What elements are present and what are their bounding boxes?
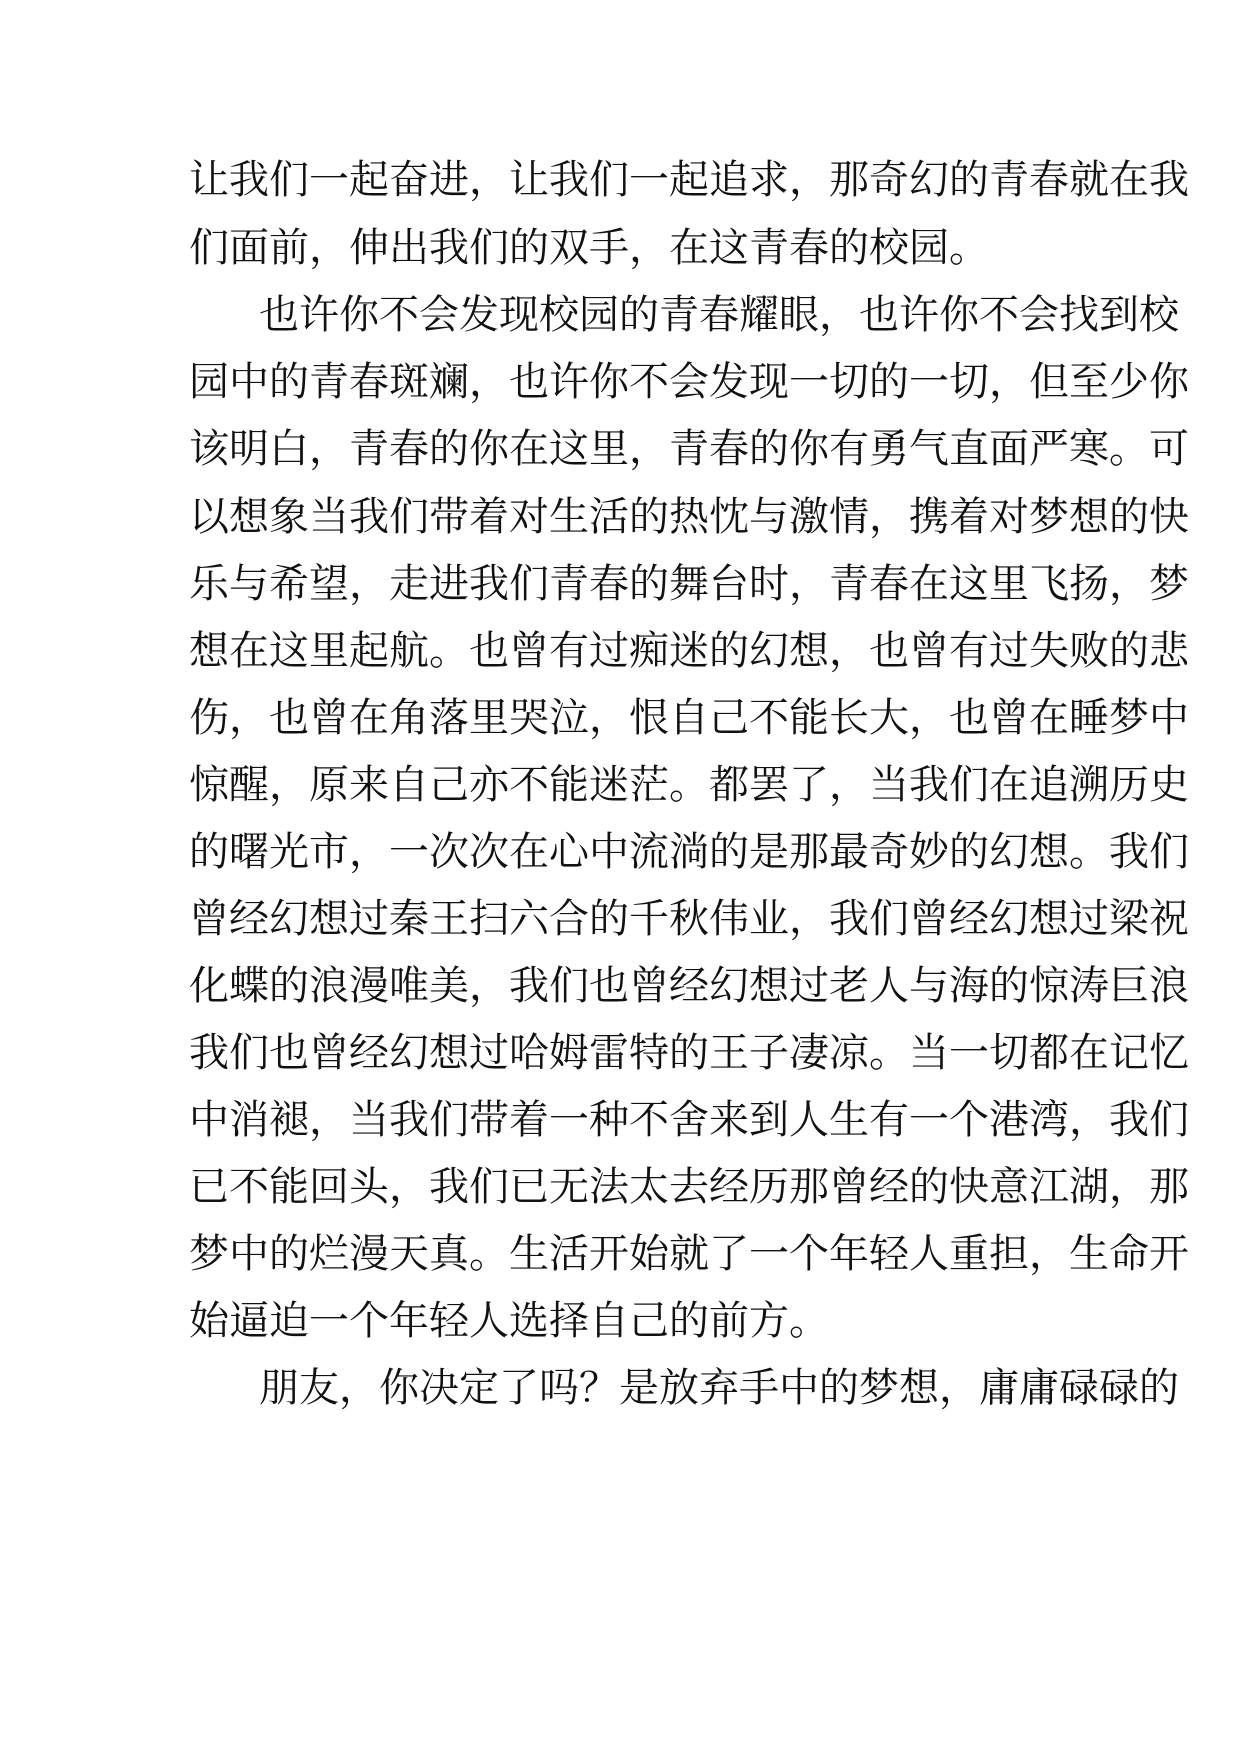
text-line: 我们也曾经幻想过哈姆雷特的王子凄凉。当一切都在记忆 bbox=[189, 1030, 1189, 1076]
text-line: 该明白，青春的你在这里，青春的你有勇气直面严寒。可 bbox=[189, 426, 1189, 472]
text-line: 始逼迫一个年轻人选择自己的前方。 bbox=[189, 1298, 829, 1344]
text-line: 乐与希望，走进我们青春的舞台时，青春在这里飞扬，梦 bbox=[189, 561, 1189, 607]
text-line: 伤，也曾在角落里哭泣，恨自己不能长大，也曾在睡梦中 bbox=[189, 695, 1189, 741]
text-line: 园中的青春斑斓，也许你不会发现一切的一切，但至少你 bbox=[189, 359, 1189, 405]
text-line: 也许你不会发现校园的青春耀眼，也许你不会找到校 bbox=[259, 292, 1179, 338]
text-line: 已不能回头，我们已无法太去经历那曾经的快意江湖，那 bbox=[189, 1164, 1189, 1210]
text-line: 让我们一起奋进，让我们一起追求，那奇幻的青春就在我 bbox=[189, 157, 1189, 203]
text-line: 曾经幻想过秦王扫六合的千秋伟业，我们曾经幻想过梁祝 bbox=[189, 896, 1189, 942]
text-line: 化蝶的浪漫唯美，我们也曾经幻想过老人与海的惊涛巨浪 bbox=[189, 963, 1189, 1009]
text-line: 朋友，你决定了吗？是放弃手中的梦想，庸庸碌碌的 bbox=[259, 1365, 1179, 1411]
text-line: 中消褪，当我们带着一种不舍来到人生有一个港湾，我们 bbox=[189, 1097, 1189, 1143]
text-line: 梦中的烂漫天真。生活开始就了一个年轻人重担，生命开 bbox=[189, 1231, 1189, 1277]
text-line: 惊醒，原来自己亦不能迷茫。都罢了，当我们在追溯历史 bbox=[189, 762, 1189, 808]
text-line: 以想象当我们带着对生活的热忱与激情，携着对梦想的快 bbox=[189, 494, 1189, 540]
text-line: 们面前，伸出我们的双手，在这青春的校园。 bbox=[189, 225, 989, 271]
text-line: 的曙光市，一次次在心中流淌的是那最奇妙的幻想。我们 bbox=[189, 829, 1189, 875]
text-line: 想在这里起航。也曾有过痴迷的幻想，也曾有过失败的悲 bbox=[189, 628, 1189, 674]
